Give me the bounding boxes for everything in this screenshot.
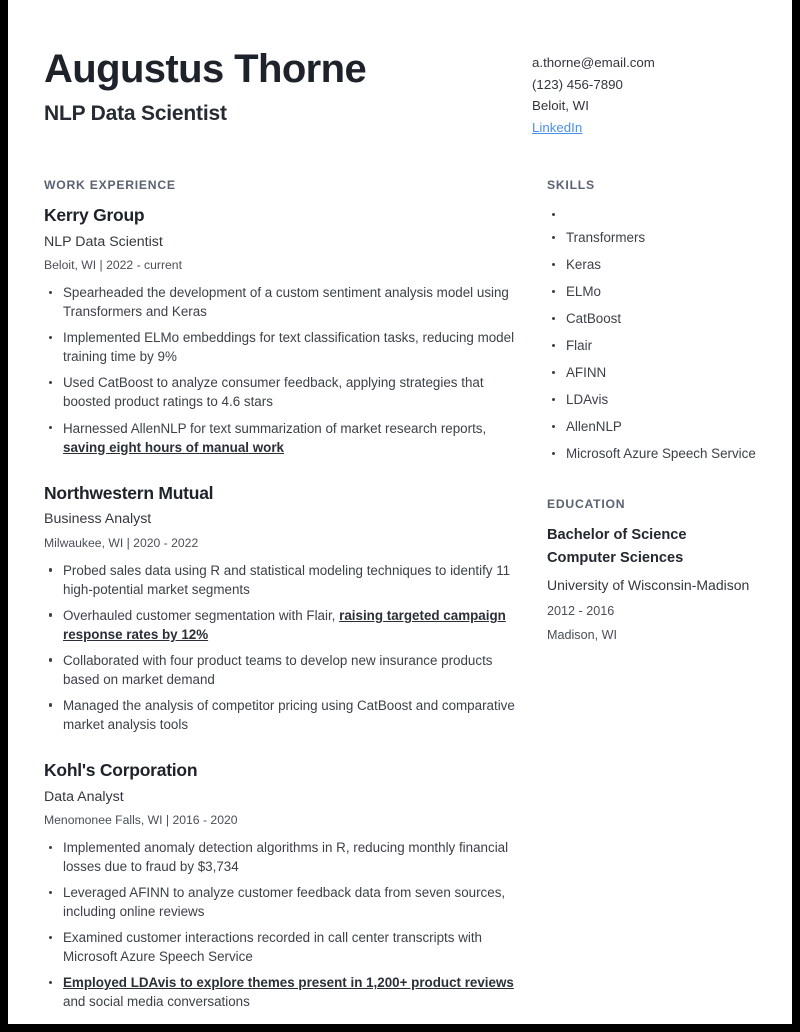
experience-role: Business Analyst <box>44 511 152 528</box>
bullet-text: Collaborated with four product teams to develop new insurance products based on market demand <box>63 652 493 687</box>
experience-bullet <box>44 606 519 644</box>
contact-phone[interactable]: (123) 456-7890 <box>532 76 623 92</box>
bullet-text: Examined customer interactions recorded in call center transcripts with Microsoft Azure Speech Service <box>63 930 483 965</box>
skill-item: Microsoft Azure Speech Service <box>547 444 756 463</box>
education-school: University of Wisconsin-Madison <box>547 576 750 593</box>
experience-company: Kohl's Corporation <box>44 760 198 780</box>
experience-entry <box>44 760 519 1011</box>
experience-company: Northwestern Mutual <box>44 482 214 503</box>
experience-entry <box>44 205 519 456</box>
experience-bullet <box>44 696 519 734</box>
resume-header <box>44 44 756 138</box>
experience-meta: Beloit, WI | 2022 - current <box>44 258 182 273</box>
bullet-text: Probed sales data using R and statistical modeling techniques to identify 11 high-potential market segments <box>63 562 511 597</box>
bullet-emphasis: Employed LDAvis to explore themes present in 1,200+ product reviews <box>63 975 514 991</box>
experience-bullet-list <box>44 838 519 1011</box>
experience-role: NLP Data Scientist <box>44 234 163 250</box>
skill-item <box>547 205 756 220</box>
experience-bullet <box>44 419 519 457</box>
experience-company: Kerry Group <box>44 205 145 226</box>
identity-block <box>44 44 366 126</box>
resume-page <box>8 0 792 1024</box>
candidate-job-title: NLP Data Scientist <box>44 102 227 126</box>
experience-bullet <box>44 883 519 921</box>
bullet-emphasis: saving eight hours of manual work <box>63 439 284 455</box>
experience-bullet-list <box>44 283 519 456</box>
section-title-skills: SKILLS <box>547 178 595 193</box>
bullet-text: Implemented ELMo embeddings for text classification tasks, reducing model training time by 9% <box>63 330 515 365</box>
experience-bullet <box>44 328 519 366</box>
skill-item: Keras <box>547 255 756 274</box>
skills-block <box>547 178 756 463</box>
bullet-text: Used CatBoost to analyze consumer feedback, applying strategies that boosted product ratings to 4.6 stars <box>63 375 484 410</box>
experience-bullet <box>44 973 519 1011</box>
education-years: 2012 - 2016 <box>547 603 615 618</box>
experience-meta: Menomonee Falls, WI | 2016 - 2020 <box>44 813 238 828</box>
bullet-text-tail: and social media conversations <box>63 994 250 1010</box>
contact-block <box>532 44 756 138</box>
work-experience-list <box>44 205 519 1011</box>
skills-list <box>547 205 756 463</box>
bullet-text: Leveraged AFINN to analyze customer feedback data from seven sources, including online reviews <box>63 885 506 920</box>
candidate-name: Augustus Thorne <box>44 47 367 91</box>
section-title-education: EDUCATION <box>547 497 626 512</box>
experience-bullet-list <box>44 561 519 734</box>
experience-entry <box>44 483 519 734</box>
skill-item: LDAvis <box>547 390 756 409</box>
bullet-text: Implemented anomaly detection algorithms in R, reducing monthly financial losses due to fraud by $3,734 <box>63 840 509 875</box>
resume-columns <box>44 178 756 1011</box>
education-block <box>547 497 756 644</box>
section-title-work-experience: WORK EXPERIENCE <box>44 178 176 193</box>
skill-item: CatBoost <box>547 309 756 328</box>
skill-item: AllenNLP <box>547 417 756 436</box>
education-degree-line-2: Computer Sciences <box>547 549 684 566</box>
bullet-emphasis: raising targeted campaign response rates by 12% <box>63 607 506 642</box>
experience-bullet <box>44 651 519 689</box>
bullet-text: Harnessed AllenNLP for text summarization of market research reports, <box>63 420 487 436</box>
experience-bullet <box>44 928 519 966</box>
resume-sheet <box>8 0 792 1024</box>
sidebar-column <box>547 178 756 679</box>
bullet-text: Managed the analysis of competitor pricing using CatBoost and comparative market analysis tools <box>63 697 515 732</box>
experience-bullet <box>44 838 519 876</box>
contact-location: Beloit, WI <box>532 98 589 114</box>
main-column <box>44 178 519 1011</box>
bullet-text: Spearheaded the development of a custom sentiment analysis model using Transformers and Keras <box>63 285 509 320</box>
experience-meta: Milwaukee, WI | 2020 - 2022 <box>44 535 199 550</box>
bullet-text: Overhauled customer segmentation with Flair, <box>63 607 340 623</box>
experience-role: Data Analyst <box>44 788 124 805</box>
skill-item: Transformers <box>547 228 756 247</box>
skill-item: ELMo <box>547 282 756 301</box>
skill-item: AFINN <box>547 363 756 382</box>
experience-bullet <box>44 283 519 321</box>
education-degree-line-1: Bachelor of Science <box>547 527 687 544</box>
experience-bullet <box>44 373 519 411</box>
skill-item: Flair <box>547 336 756 355</box>
education-location: Madison, WI <box>547 628 617 643</box>
contact-email[interactable]: a.thorne@email.com <box>532 55 655 70</box>
experience-bullet <box>44 561 519 599</box>
linkedin-link[interactable]: LinkedIn <box>532 119 583 135</box>
